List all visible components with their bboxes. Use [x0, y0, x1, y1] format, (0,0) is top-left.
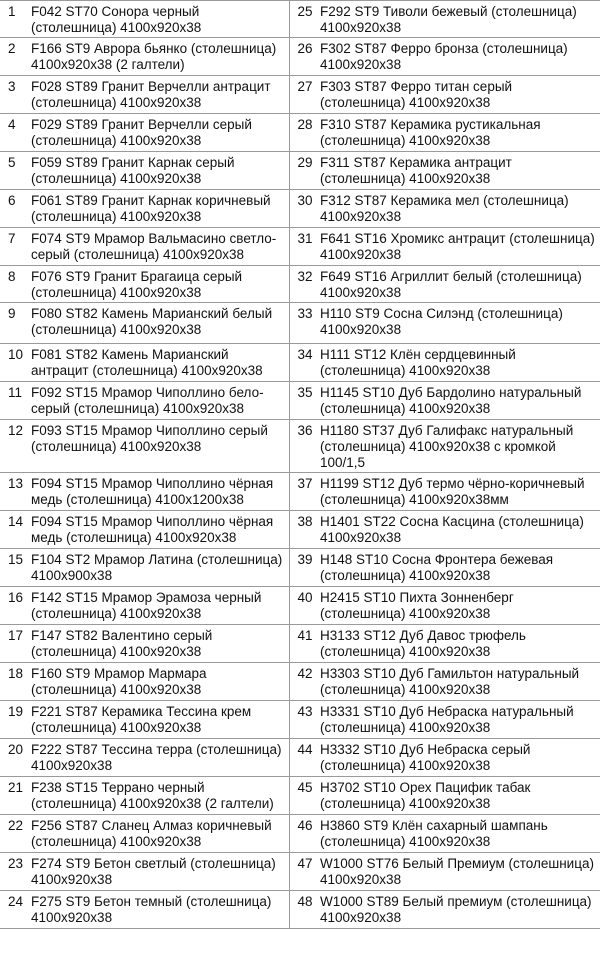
row-number-left: 5 [0, 152, 29, 190]
item-description-right: H3331 ST10 Дуб Небраска натуральный (столешница) 4100x920x38 [318, 701, 600, 739]
item-description-right: H1180 ST37 Дуб Галифакс натуральный (столешница) 4100x920x38 с кромкой 100/1,5 [318, 420, 600, 473]
table-row [0, 663, 600, 701]
item-description-left: F160 ST9 Мрамор Мармара (столешница) 4100x920x38 [29, 663, 289, 701]
table-row [0, 228, 600, 266]
table-row [0, 266, 600, 303]
row-number-left: 15 [0, 549, 29, 587]
item-description-right: H1199 ST12 Дуб термо чёрно-коричневый (столешница) 4100x920x38мм [318, 473, 600, 511]
item-description-right: W1000 ST76 Белый Премиум (столешница) 4100x920x38 [318, 853, 600, 891]
row-number-left: 8 [0, 266, 29, 303]
table-row [0, 891, 600, 929]
row-number-right: 48 [289, 891, 318, 929]
row-number-left: 23 [0, 853, 29, 891]
item-description-left: F147 ST82 Валентино серый (столешница) 4100x920x38 [29, 625, 289, 663]
row-number-left: 1 [0, 1, 29, 38]
row-number-right: 43 [289, 701, 318, 739]
row-number-left: 17 [0, 625, 29, 663]
row-number-left: 24 [0, 891, 29, 929]
row-number-left: 2 [0, 38, 29, 76]
row-number-left: 7 [0, 228, 29, 266]
row-number-left: 9 [0, 303, 29, 344]
item-description-right: H1401 ST22 Сосна Касцина (столешница) 4100x920x38 [318, 511, 600, 549]
item-description-left: F074 ST9 Мрамор Вальмасино светло-серый (столешница) 4100x920x38 [29, 228, 289, 266]
table-row [0, 190, 600, 228]
item-description-right: W1000 ST89 Белый премиум (столешница) 4100x920x38 [318, 891, 600, 929]
row-number-right: 45 [289, 777, 318, 815]
item-description-left: F238 ST15 Террано черный (столешница) 4100x920x38 (2 галтели) [29, 777, 289, 815]
table-row [0, 625, 600, 663]
item-description-right: H2415 ST10 Пихта Зонненберг (столешница) 4100x920x38 [318, 587, 600, 625]
item-description-left: F094 ST15 Мрамор Чиполлино чёрная медь (столешница) 4100x1200x38 [29, 473, 289, 511]
row-number-right: 46 [289, 815, 318, 853]
table-row [0, 587, 600, 625]
row-number-right: 28 [289, 114, 318, 152]
table-row [0, 511, 600, 549]
row-number-right: 29 [289, 152, 318, 190]
item-description-left: F275 ST9 Бетон темный (столешница) 4100x920x38 [29, 891, 289, 929]
row-number-right: 37 [289, 473, 318, 511]
item-description-right: H3860 ST9 Клён сахарный шампань (столешница) 4100x920x38 [318, 815, 600, 853]
table-row [0, 853, 600, 891]
item-description-right: H1145 ST10 Дуб Бардолино натуральный (столешница) 4100x920x38 [318, 382, 600, 420]
row-number-left: 13 [0, 473, 29, 511]
item-description-left: F094 ST15 Мрамор Чиполлино чёрная медь (столешница) 4100x920x38 [29, 511, 289, 549]
row-number-right: 32 [289, 266, 318, 303]
table-row [0, 303, 600, 344]
row-number-left: 21 [0, 777, 29, 815]
item-description-right: F311 ST87 Керамика антрацит (столешница) 4100x920x38 [318, 152, 600, 190]
item-description-right: H3332 ST10 Дуб Небраска серый (столешница) 4100x920x38 [318, 739, 600, 777]
table-body [0, 1, 600, 929]
row-number-left: 10 [0, 344, 29, 382]
item-description-left: F081 ST82 Камень Марианский антрацит (столешница) 4100x920x38 [29, 344, 289, 382]
item-description-right: H110 ST9 Сосна Силэнд (столешница) 4100x920x38 [318, 303, 600, 344]
row-number-left: 3 [0, 76, 29, 114]
item-description-left: F061 ST89 Гранит Карнак коричневый (столешница) 4100x920x38 [29, 190, 289, 228]
table-row [0, 777, 600, 815]
row-number-right: 35 [289, 382, 318, 420]
row-number-right: 34 [289, 344, 318, 382]
table-row [0, 152, 600, 190]
row-number-left: 18 [0, 663, 29, 701]
row-number-right: 47 [289, 853, 318, 891]
row-number-left: 19 [0, 701, 29, 739]
item-description-right: H148 ST10 Сосна Фронтера бежевая (столешница) 4100x920x38 [318, 549, 600, 587]
item-description-left: F042 ST70 Сонора черный (столешница) 4100x920x38 [29, 1, 289, 38]
table-row [0, 701, 600, 739]
table-row [0, 549, 600, 587]
row-number-left: 4 [0, 114, 29, 152]
item-description-left: F256 ST87 Сланец Алмаз коричневый (столешница) 4100x920x38 [29, 815, 289, 853]
item-description-right: F310 ST87 Керамика рустикальная (столешница) 4100x920x38 [318, 114, 600, 152]
item-description-right: H3702 ST10 Орех Пацифик табак (столешница) 4100x920x38 [318, 777, 600, 815]
row-number-left: 11 [0, 382, 29, 420]
item-description-right: H3303 ST10 Дуб Гамильтон натуральный (столешница) 4100x920x38 [318, 663, 600, 701]
item-description-left: F093 ST15 Мрамор Чиполлино серый (столешница) 4100x920x38 [29, 420, 289, 473]
table-row [0, 114, 600, 152]
row-number-right: 42 [289, 663, 318, 701]
table-row [0, 344, 600, 382]
row-number-left: 12 [0, 420, 29, 473]
item-description-left: F092 ST15 Мрамор Чиполлино бело-серый (столешница) 4100x920x38 [29, 382, 289, 420]
row-number-right: 38 [289, 511, 318, 549]
item-description-right: F303 ST87 Ферро титан серый (столешница) 4100x920x38 [318, 76, 600, 114]
table-row [0, 815, 600, 853]
item-description-right: H111 ST12 Клён сердцевинный (столешница) 4100x920x38 [318, 344, 600, 382]
item-description-right: H3133 ST12 Дуб Давос трюфель (столешница) 4100x920x38 [318, 625, 600, 663]
row-number-right: 27 [289, 76, 318, 114]
item-description-right: F649 ST16 Агриллит белый (столешница) 4100x920x38 [318, 266, 600, 303]
row-number-right: 41 [289, 625, 318, 663]
row-number-left: 20 [0, 739, 29, 777]
row-number-left: 14 [0, 511, 29, 549]
item-description-left: F222 ST87 Тессина терра (столешница) 4100x920x38 [29, 739, 289, 777]
item-description-left: F166 ST9 Аврора бьянко (столешница) 4100x920x38 (2 галтели) [29, 38, 289, 76]
row-number-left: 6 [0, 190, 29, 228]
item-description-right: F292 ST9 Тиволи бежевый (столешница) 4100x920x38 [318, 1, 600, 38]
table-row [0, 420, 600, 473]
row-number-right: 31 [289, 228, 318, 266]
item-description-left: F274 ST9 Бетон светлый (столешница) 4100x920x38 [29, 853, 289, 891]
table-row [0, 76, 600, 114]
table-row [0, 473, 600, 511]
item-description-left: F142 ST15 Мрамор Эрамоза черный (столешница) 4100x920x38 [29, 587, 289, 625]
row-number-right: 33 [289, 303, 318, 344]
table-row [0, 1, 600, 38]
row-number-right: 25 [289, 1, 318, 38]
row-number-left: 16 [0, 587, 29, 625]
item-description-left: F221 ST87 Керамика Тессина крем (столешница) 4100x920x38 [29, 701, 289, 739]
item-description-left: F076 ST9 Гранит Брагаица серый (столешница) 4100x920x38 [29, 266, 289, 303]
item-description-right: F302 ST87 Ферро бронза (столешница) 4100x920x38 [318, 38, 600, 76]
row-number-left: 22 [0, 815, 29, 853]
item-description-right: F312 ST87 Керамика мел (столешница) 4100x920x38 [318, 190, 600, 228]
table-row [0, 382, 600, 420]
item-description-right: F641 ST16 Хромикс антрацит (столешница) 4100x920x38 [318, 228, 600, 266]
row-number-right: 39 [289, 549, 318, 587]
row-number-right: 40 [289, 587, 318, 625]
table-row [0, 38, 600, 76]
item-description-left: F080 ST82 Камень Марианский белый (столешница) 4100x920x38 [29, 303, 289, 344]
item-description-left: F059 ST89 Гранит Карнак серый (столешница) 4100x920x38 [29, 152, 289, 190]
table-row [0, 739, 600, 777]
row-number-right: 36 [289, 420, 318, 473]
item-description-left: F028 ST89 Гранит Верчелли антрацит (столешница) 4100x920x38 [29, 76, 289, 114]
item-description-left: F104 ST2 Мрамор Латина (столешница) 4100x900x38 [29, 549, 289, 587]
row-number-right: 26 [289, 38, 318, 76]
row-number-right: 30 [289, 190, 318, 228]
item-description-left: F029 ST89 Гранит Верчелли серый (столешница) 4100x920x38 [29, 114, 289, 152]
row-number-right: 44 [289, 739, 318, 777]
